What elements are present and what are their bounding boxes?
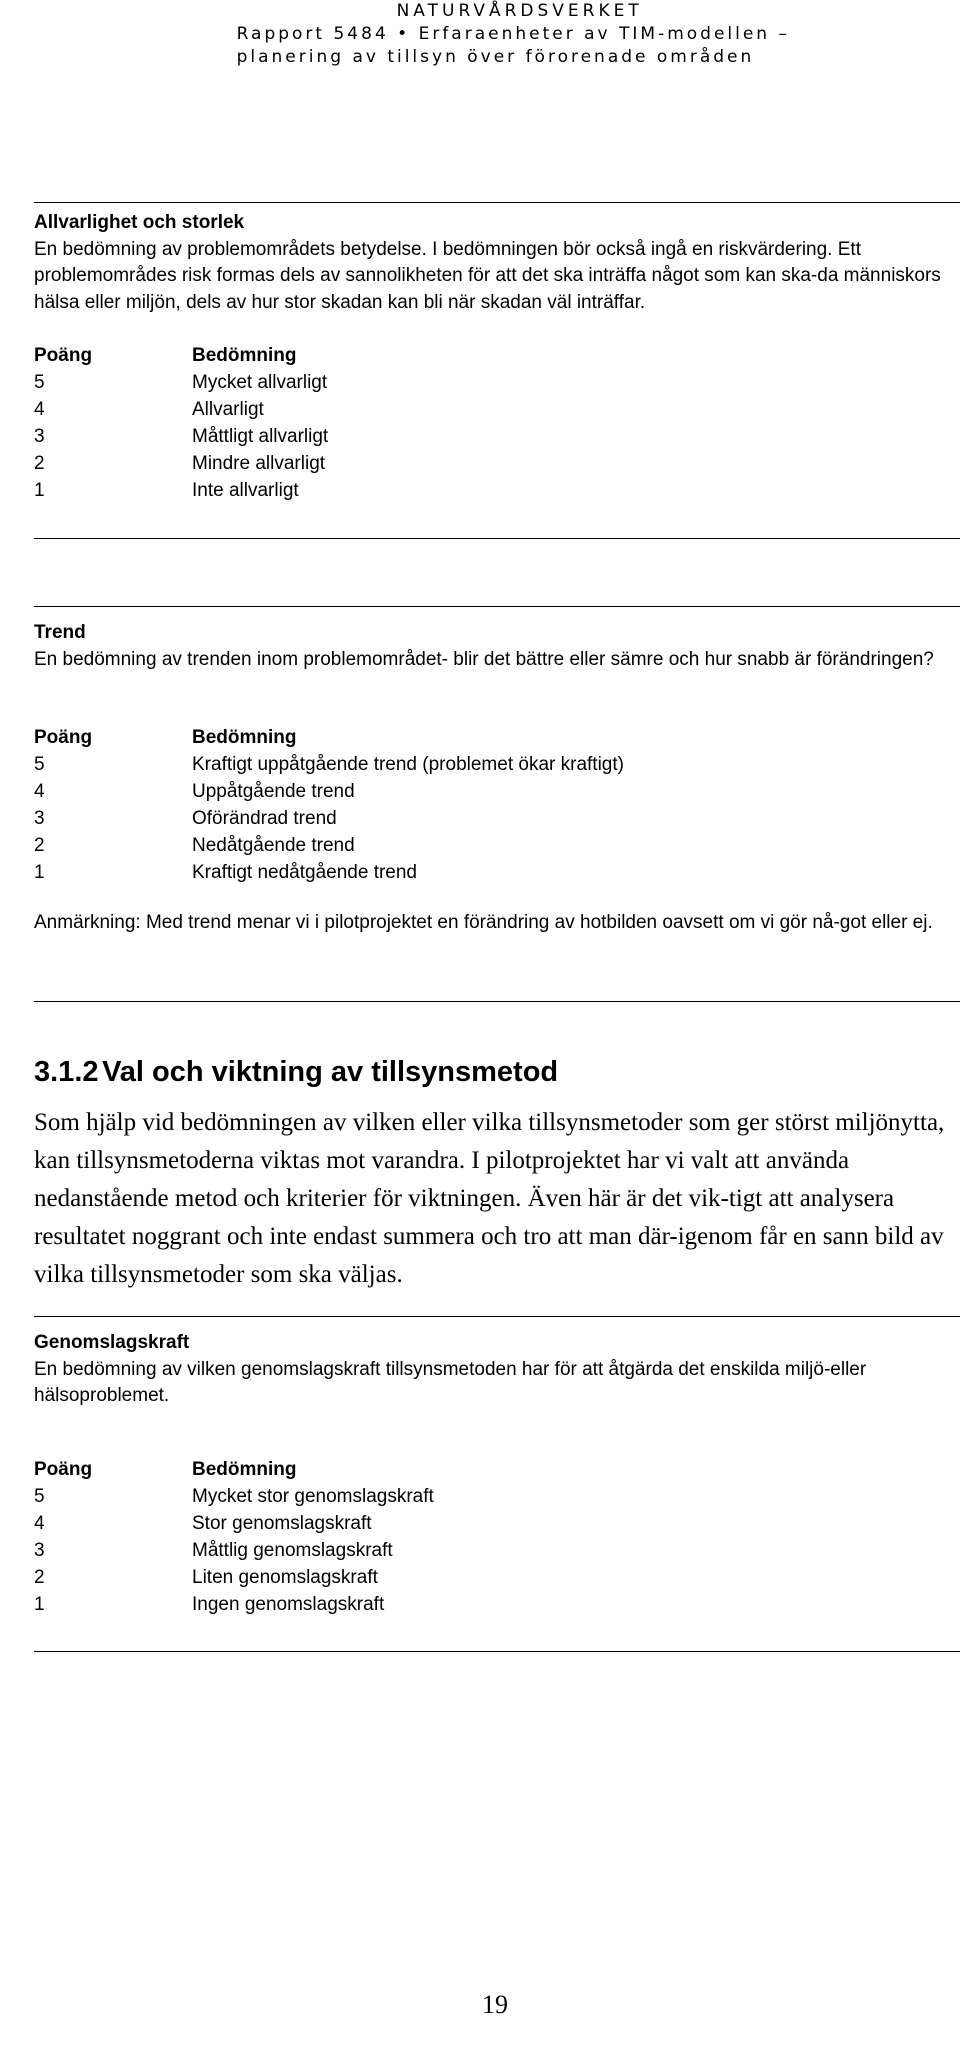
assessment-cell: Måttlig genomslagskraft	[192, 1540, 393, 1561]
assessment-cell: Måttligt allvarligt	[192, 426, 329, 447]
divider	[34, 1001, 960, 1002]
table-row	[34, 1537, 934, 1564]
points-cell: 5	[34, 1486, 45, 1507]
assessment-cell: Oförändrad trend	[192, 808, 337, 829]
impact-table	[34, 1456, 934, 1618]
assessment-cell: Kraftigt nedåtgående trend	[192, 862, 418, 883]
table-row	[34, 1591, 934, 1618]
points-cell: 4	[34, 1513, 45, 1534]
report-subtitle: planering av tillsyn över förorenade områden	[236, 47, 755, 67]
assessment-cell: Kraftigt uppåtgående trend (problemet ökar kraftigt)	[192, 754, 624, 775]
points-cell: 5	[34, 372, 45, 393]
section-title: Val och viktning av tillsynsmetod	[102, 1056, 559, 1088]
divider	[34, 1651, 960, 1652]
divider	[34, 1316, 960, 1317]
assessment-cell: Uppåtgående trend	[192, 781, 355, 802]
divider	[34, 538, 960, 539]
assessment-cell: Stor genomslagskraft	[192, 1513, 372, 1534]
severity-intro	[34, 210, 954, 316]
table-header	[34, 724, 934, 751]
severity-heading: Allvarlighet och storlek	[34, 212, 245, 233]
table-row	[34, 1510, 934, 1537]
col-points: Poäng	[34, 727, 93, 748]
trend-intro	[34, 620, 954, 673]
points-cell: 3	[34, 1540, 45, 1561]
assessment-cell: Mycket stor genomslagskraft	[192, 1486, 434, 1507]
points-cell: 4	[34, 781, 45, 802]
table-row	[34, 859, 934, 886]
assessment-cell: Mycket allvarligt	[192, 372, 328, 393]
table-row	[34, 450, 934, 477]
points-cell: 2	[34, 1567, 45, 1588]
points-cell: 4	[34, 399, 45, 420]
table-row	[34, 369, 934, 396]
trend-text: En bedömning av trenden inom problemområdet- blir det bättre eller sämre och hur snabb är förändringen?	[34, 648, 934, 670]
table-row	[34, 832, 934, 859]
col-assessment: Bedömning	[192, 727, 297, 748]
section-number: 3.1.2	[34, 1056, 99, 1088]
table-row	[34, 477, 934, 504]
table-row	[34, 778, 934, 805]
table-row	[34, 396, 934, 423]
assessment-cell: Mindre allvarligt	[192, 453, 326, 474]
table-row	[34, 1483, 934, 1510]
report-title: Rapport 5484 • Erfaraenheter av TIM-modellen –	[236, 24, 790, 44]
table-row	[34, 423, 934, 450]
table-row	[34, 1564, 934, 1591]
points-cell: 3	[34, 426, 45, 447]
report-header	[237, 0, 790, 69]
points-cell: 3	[34, 808, 45, 829]
points-cell: 2	[34, 835, 45, 856]
col-assessment: Bedömning	[192, 1459, 297, 1480]
severity-table	[34, 342, 934, 504]
trend-table	[34, 724, 934, 886]
assessment-cell: Ingen genomslagskraft	[192, 1594, 385, 1615]
assessment-cell: Inte allvarligt	[192, 480, 299, 501]
points-cell: 1	[34, 862, 45, 883]
points-cell: 1	[34, 1594, 45, 1615]
divider	[34, 202, 960, 203]
severity-text: En bedömning av problemområdets betydelse. I bedömningen bör också ingå en riskvärdering. Ett problemområdes risk formas dels av sannolikheten för att det ska inträffa något som kan ska-da människors hälsa eller miljön, dels av hur stor skadan kan bli när skadan väl inträffar.	[34, 238, 941, 313]
impact-text: En bedömning av vilken genomslagskraft tillsynsmetoden har för att åtgärda det enskilda miljö-eller hälsoproblemet.	[34, 1358, 867, 1406]
section-paragraph: Som hjälp vid bedömningen av vilken eller vilka tillsynsmetoder som ger störst miljönytta, kan tillsynsmetoderna viktas mot varandra. I pilotprojektet har vi valt att använda nedanstående metod och kriterier för viktningen. Även här är det vik-tigt att analysera resultatet noggrant och inte endast summera och tro att man där-igenom får en sann bild av vilka tillsynsmetoder som ska väljas.	[34, 1109, 945, 1288]
trend-heading: Trend	[34, 622, 86, 643]
col-assessment: Bedömning	[192, 345, 297, 366]
divider	[34, 606, 960, 607]
points-cell: 2	[34, 453, 45, 474]
assessment-cell: Allvarligt	[192, 399, 264, 420]
impact-heading: Genomslagskraft	[34, 1332, 190, 1353]
table-header	[34, 1456, 934, 1483]
agency-name: NATURVÅRDSVERKET	[396, 1, 643, 21]
col-points: Poäng	[34, 1459, 93, 1480]
assessment-cell: Nedåtgående trend	[192, 835, 355, 856]
page-number: 19	[482, 1990, 508, 2019]
points-cell: 5	[34, 754, 45, 775]
trend-note: Anmärkning: Med trend menar vi i pilotprojektet en förändring av hotbilden oavsett om vi gör nå-got eller ej.	[34, 912, 933, 933]
col-points: Poäng	[34, 345, 93, 366]
points-cell: 1	[34, 480, 45, 501]
table-row	[34, 751, 934, 778]
table-header	[34, 342, 934, 369]
section-heading	[34, 1056, 558, 1089]
table-row	[34, 805, 934, 832]
assessment-cell: Liten genomslagskraft	[192, 1567, 378, 1588]
impact-intro	[34, 1330, 954, 1410]
